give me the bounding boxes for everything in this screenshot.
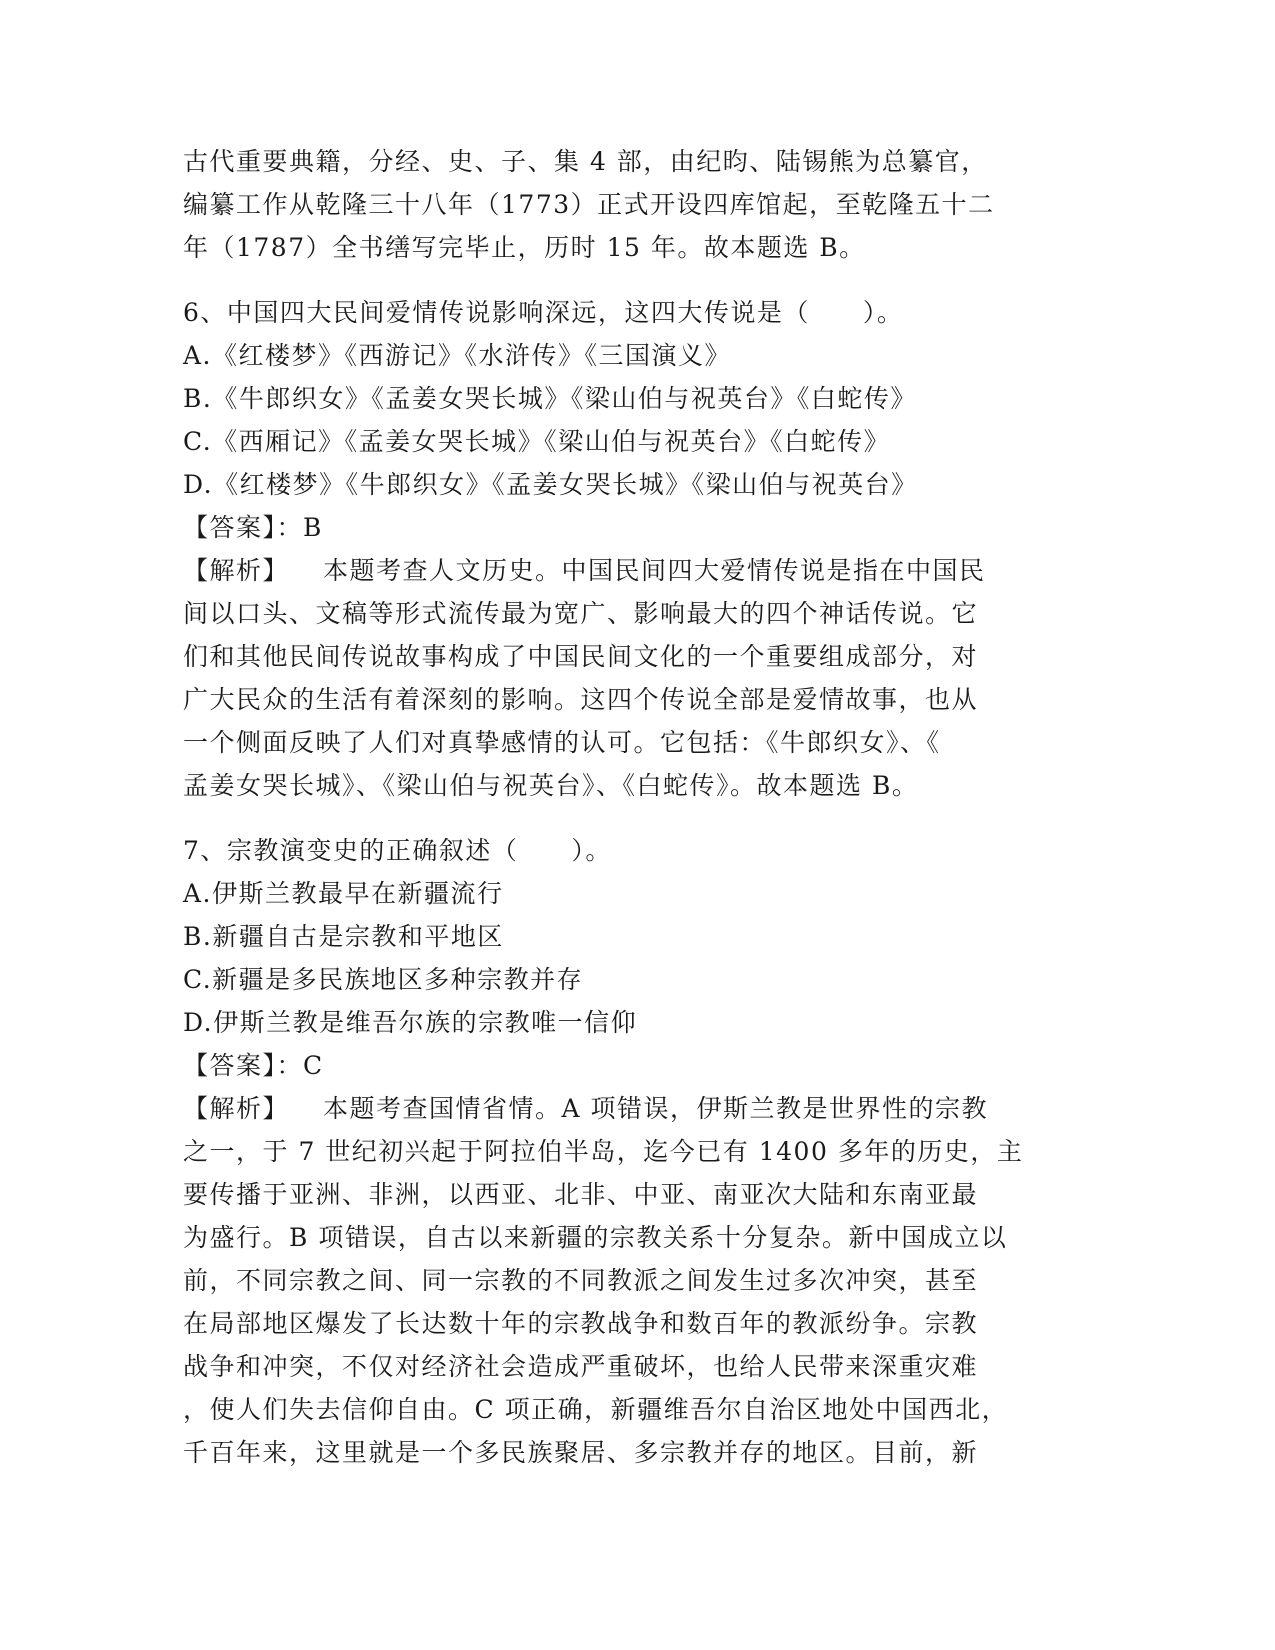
analysis-label: 【解析】 <box>183 556 290 585</box>
option-c: C.《西厢记》《孟姜女哭长城》《梁山伯与祝英台》《白蛇传》 <box>183 427 891 456</box>
analysis-line <box>183 549 1083 592</box>
analysis-text: 战争和冲突，不仅对经济社会造成严重破坏，也给人民带来深重灾难 <box>183 1352 979 1381</box>
analysis-text: 们和其他民间传说故事构成了中国民间文化的一个重要组成部分，对 <box>183 642 979 671</box>
analysis-text: 一个侧面反映了人们对真挚感情的认可。它包括：《牛郎织女》、《 <box>183 728 941 757</box>
question-7 <box>183 829 1083 1474</box>
analysis-line <box>183 1087 1083 1130</box>
option-b: B.新疆自古是宗教和平地区 <box>183 922 504 951</box>
analysis-text: 前，不同宗教之间、同一宗教的不同教派之间发生过多次冲突，甚至 <box>183 1266 979 1295</box>
analysis-label: 【解析】 <box>183 1094 290 1123</box>
analysis-text: 本题考查国情省情。A 项错误，伊斯兰教是世界性的宗教 <box>323 1094 989 1123</box>
analysis-text: 本题考查人文历史。中国民间四大爱情传说是指在中国民 <box>323 556 986 585</box>
option-a: A.《红楼梦》《西游记》《水浒传》《三国演义》 <box>183 341 732 370</box>
option-a: A.伊斯兰教最早在新疆流行 <box>183 879 504 908</box>
answer-label: 【答案】： <box>183 1051 304 1080</box>
answer-label: 【答案】： <box>183 513 304 542</box>
option-c: C.新疆是多民族地区多种宗教并存 <box>183 965 584 994</box>
answer-value: B <box>303 513 323 542</box>
prev-analysis-continuation <box>183 140 1083 269</box>
answer-line <box>183 506 1083 549</box>
option-d: D.伊斯兰教是维吾尔族的宗教唯一信仰 <box>183 1008 638 1037</box>
question-stem: 6、中国四大民间爱情传说影响深远，这四大传说是（ ）。 <box>183 298 904 327</box>
answer-line <box>183 1044 1083 1087</box>
analysis-text: ，使人们失去信仰自由。C 项正确，新疆维吾尔自治区地处中国西北， <box>183 1395 1009 1424</box>
analysis-text: 孟姜女哭长城》、《梁山伯与祝英台》、《白蛇传》。故本题选 B。 <box>183 771 919 800</box>
option-b: B.《牛郎织女》《孟姜女哭长城》《梁山伯与祝英台》《白蛇传》 <box>183 384 917 413</box>
analysis-text: 为盛行。B 项错误，自古以来新疆的宗教关系十分复杂。新中国成立以 <box>183 1223 1008 1252</box>
document-page <box>183 140 1083 1474</box>
text-line: 古代重要典籍，分经、史、子、集 4 部，由纪昀、陆锡熊为总纂官， <box>183 147 988 176</box>
option-d: D.《红楼梦》《牛郎织女》《孟姜女哭长城》《梁山伯与祝英台》 <box>183 470 918 499</box>
question-stem: 7、宗教演变史的正确叙述（ ）。 <box>183 836 612 865</box>
question-6 <box>183 291 1083 807</box>
analysis-text: 要传播于亚洲、非洲，以西亚、北非、中亚、南亚次大陆和东南亚最 <box>183 1180 979 1209</box>
analysis-text: 广大民众的生活有着深刻的影响。这四个传说全部是爱情故事，也从 <box>183 685 979 714</box>
analysis-text: 千百年来，这里就是一个多民族聚居、多宗教并存的地区。目前，新 <box>183 1438 979 1467</box>
analysis-text: 之一，于 7 世纪初兴起于阿拉伯半岛，迄今已有 1400 多年的历史，主 <box>183 1137 1024 1166</box>
analysis-text: 间以口头、文稿等形式流传最为宽广、影响最大的四个神话传说。它 <box>183 599 979 628</box>
answer-value: C <box>303 1051 324 1080</box>
text-line: 编纂工作从乾隆三十八年（1773）正式开设四库馆起，至乾隆五十二 <box>183 190 995 219</box>
analysis-text: 在局部地区爆发了长达数十年的宗教战争和数百年的教派纷争。宗教 <box>183 1309 979 1338</box>
text-line: 年（1787）全书缮写完毕止，历时 15 年。故本题选 B。 <box>183 233 866 262</box>
